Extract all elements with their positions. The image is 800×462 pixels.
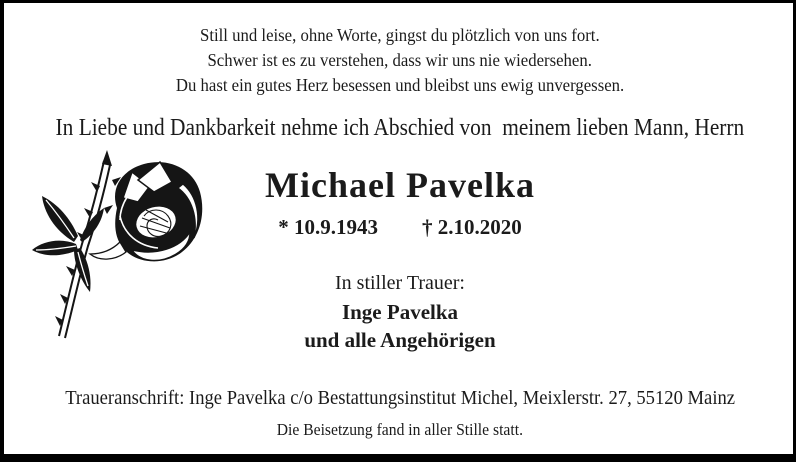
birth-date: * 10.9.1943 [278, 215, 378, 239]
poem-line: Still und leise, ohne Worte, gingst du plötzlich von uns fort. [200, 25, 600, 45]
memorial-poem [0, 23, 800, 98]
mourning-heading: In stiller Trauer: [335, 272, 465, 294]
mourner-relatives: und alle Angehörigen [304, 328, 496, 352]
farewell-intro: In Liebe und Dankbarkeit nehme ich Abschied von meinem lieben Mann, Herrn [55, 115, 745, 141]
poem-line: Du hast ein gutes Herz besessen und bleibst uns ewig unvergessen. [175, 75, 625, 95]
mourner-name: Inge Pavelka [341, 300, 459, 324]
burial-note: Die Beisetzung fand in aller Stille statt. [276, 420, 524, 439]
poem-line: Schwer ist es zu verstehen, dass wir uns nie wiedersehen. [207, 50, 593, 70]
mourning-address: Traueranschrift: Inge Pavelka c/o Bestattungsinstitut Michel, Meixlerstr. 27, 55120 Mainz [65, 387, 735, 409]
life-dates [0, 213, 800, 241]
death-date: † 2.10.2020 [422, 215, 522, 239]
deceased-name: Michael Pavelka [265, 165, 535, 205]
